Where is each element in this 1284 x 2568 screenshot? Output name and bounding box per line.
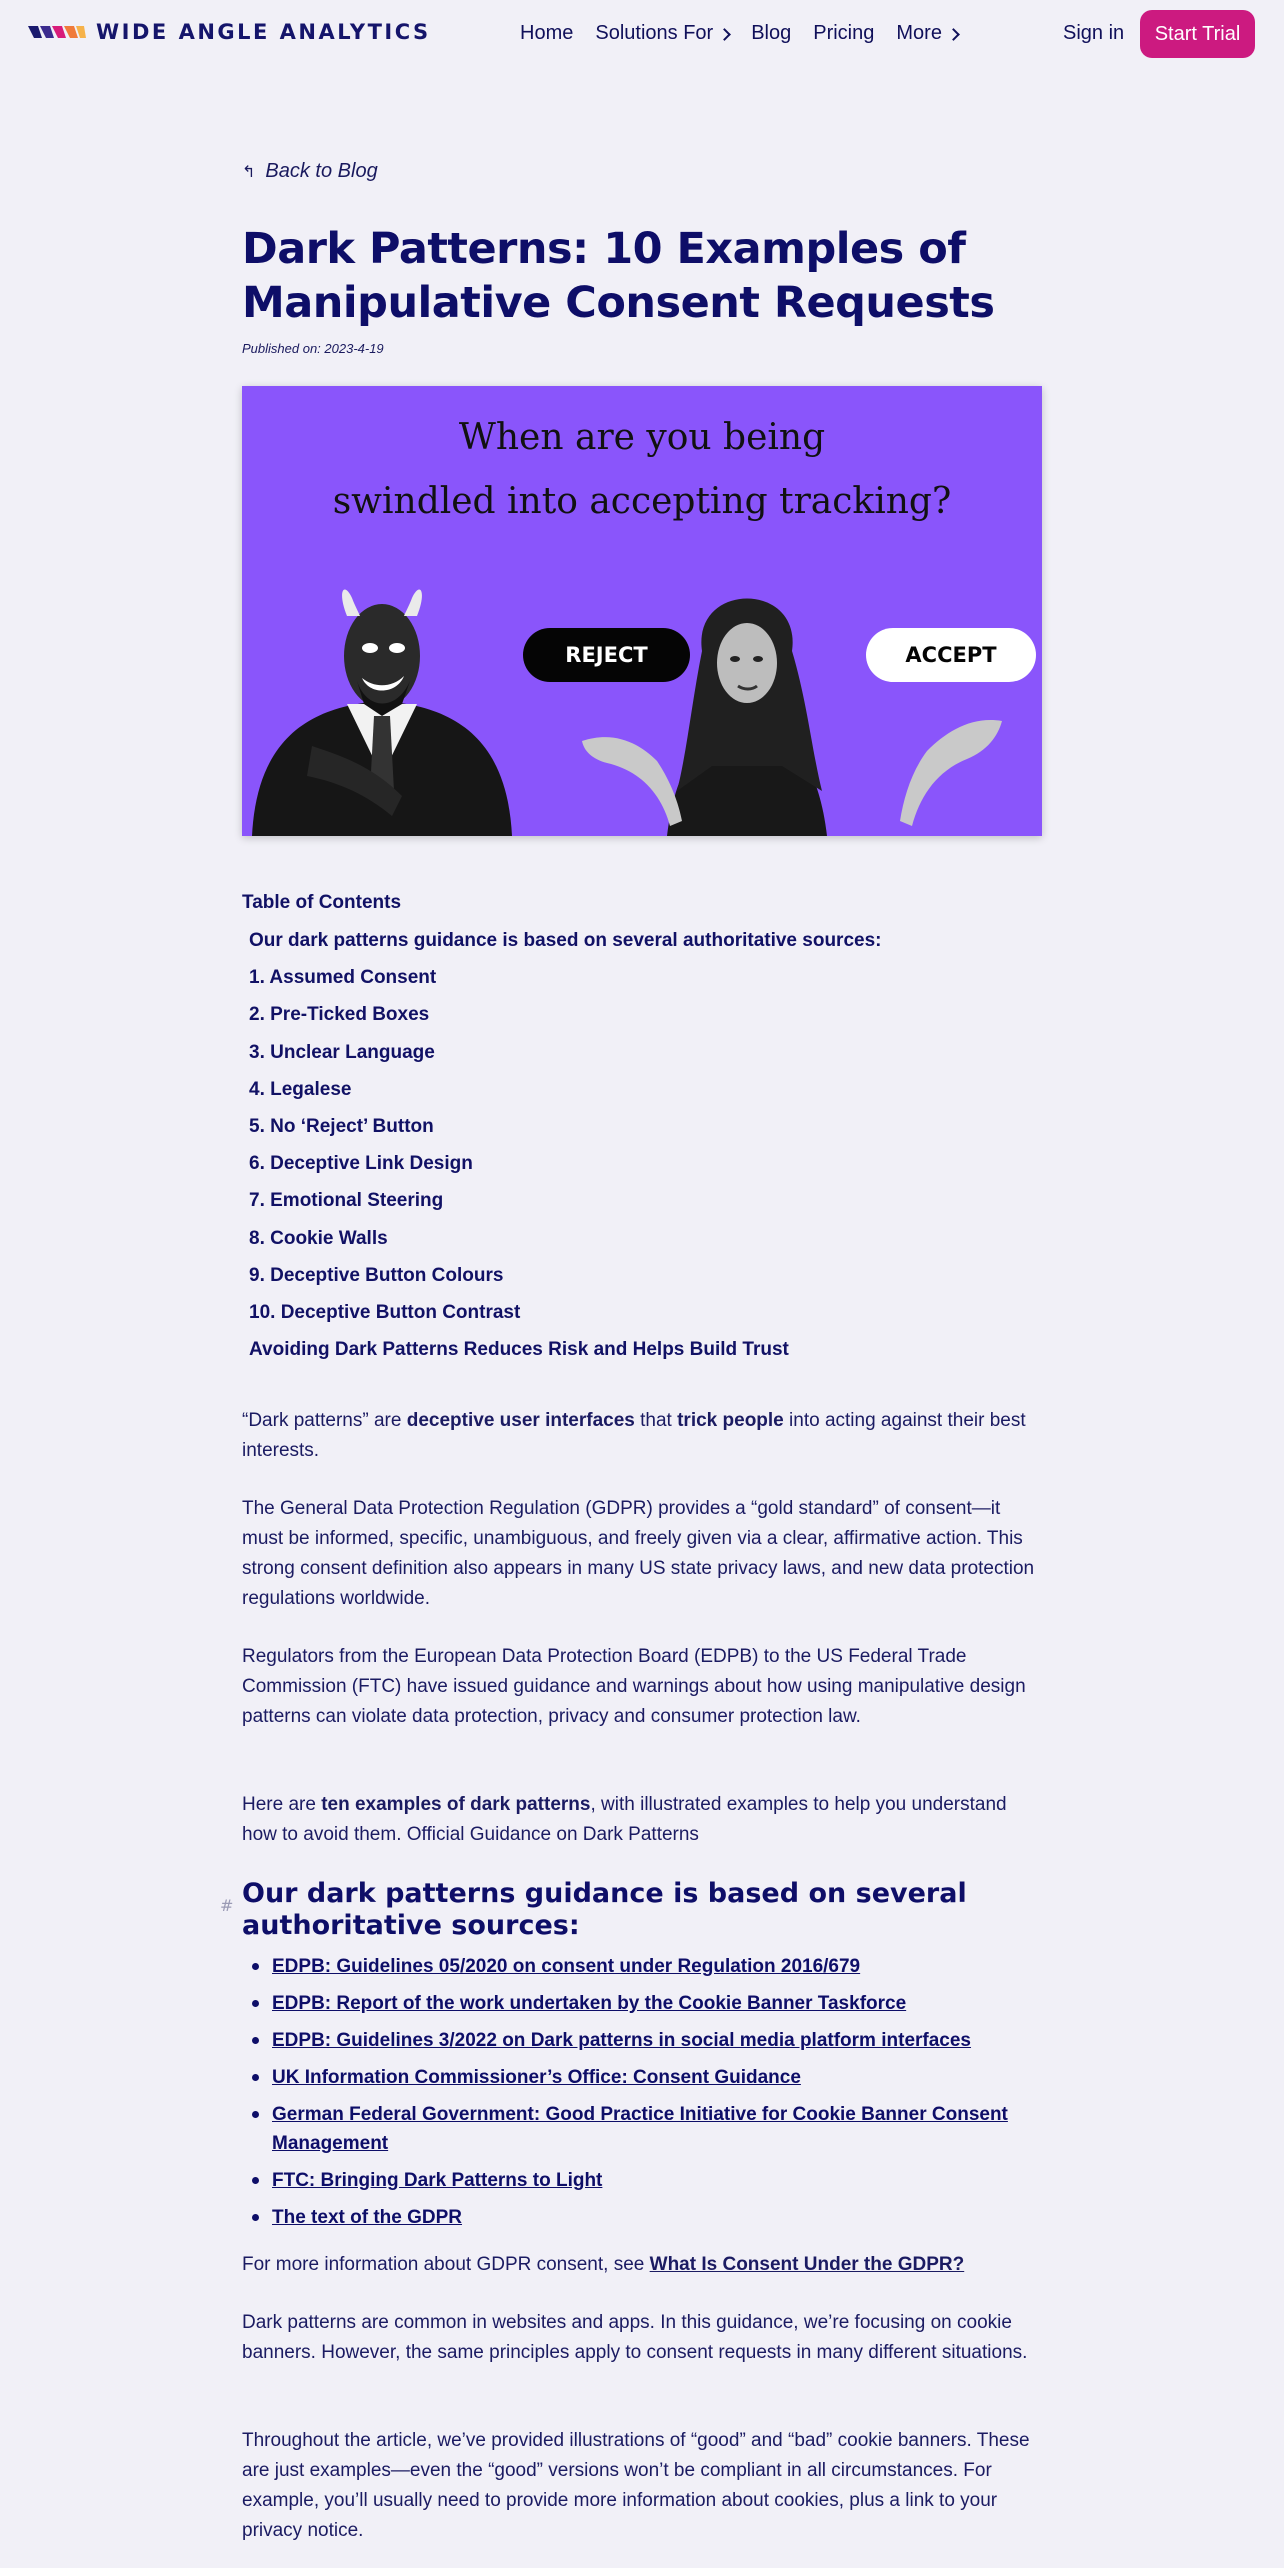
nav-pricing-label: Pricing bbox=[813, 22, 875, 44]
logo-text: WIDE ANGLE ANALYTICS bbox=[96, 20, 431, 44]
section-heading bbox=[220, 1878, 1042, 1942]
list-item bbox=[272, 1989, 1042, 2018]
chevron-right-icon bbox=[947, 28, 960, 41]
accept-button-illustration: ACCEPT bbox=[866, 628, 1036, 682]
list-item bbox=[272, 2100, 1042, 2158]
logo[interactable] bbox=[28, 20, 431, 44]
nav-more-label: More bbox=[896, 22, 942, 44]
nav-blog-label: Blog bbox=[751, 22, 792, 44]
text-run: For more information about GDPR consent, see bbox=[242, 2254, 650, 2275]
nav-solutions[interactable] bbox=[595, 22, 729, 45]
text-run-bold: trick people bbox=[677, 1410, 784, 1431]
source-link[interactable]: The text of the GDPR bbox=[272, 2207, 463, 2228]
hero-caption-line-1: When are you being bbox=[458, 417, 826, 458]
gdpr-paragraph: The General Data Protection Regulation (GDPR) provides a “gold standard” of consent—it must be informed, specific, unambiguous, and freely given via a clear, affirmative action. This strong consent definition also appears in many US state privacy laws, and new data protection regulations worldwide. bbox=[242, 1498, 1035, 1609]
toc-heading: Table of Contents bbox=[242, 892, 402, 913]
toc-item[interactable]: 6. Deceptive Link Design bbox=[249, 1153, 473, 1175]
page-title: Dark Patterns: 10 Examples of Manipulative Consent Requests bbox=[242, 224, 995, 328]
back-to-blog-link[interactable] bbox=[242, 160, 378, 183]
hero-caption bbox=[242, 406, 1042, 534]
toc-item[interactable]: 10. Deceptive Button Contrast bbox=[249, 1301, 521, 1323]
hero-illustration bbox=[242, 386, 1042, 836]
chevron-right-icon bbox=[718, 28, 731, 41]
list-item bbox=[272, 1952, 1042, 1981]
more-info-paragraph bbox=[242, 2250, 1042, 2280]
source-link[interactable]: German Federal Government: Good Practice Initiative for Cookie Banner Consent Management bbox=[272, 2104, 1008, 2154]
nav-home-label: Home bbox=[520, 22, 574, 44]
source-link[interactable]: FTC: Bringing Dark Patterns to Light bbox=[272, 2170, 603, 2191]
nav-pricing[interactable] bbox=[813, 22, 874, 45]
list-item bbox=[272, 2166, 1042, 2195]
return-arrow-icon: ↰ bbox=[242, 163, 256, 181]
what-is-consent-link[interactable]: What Is Consent Under the GDPR? bbox=[649, 2254, 965, 2275]
anchor-hash-icon[interactable]: # bbox=[220, 1896, 234, 1915]
sources-list bbox=[272, 1952, 1042, 2240]
illustrations-paragraph: Throughout the article, we’ve provided illustrations of “good” and “bad” cookie banners. These are just examples—even the “good” versions won’t be compliant in all circumstances. For example, you’ll usually need to provide more information about cookies, plus a link to your privacy notice. bbox=[242, 2430, 1030, 2541]
text-run: into acting against their best interests. bbox=[242, 1410, 1026, 1461]
start-trial-button[interactable]: Start Trial bbox=[1140, 10, 1255, 58]
toc-item[interactable]: 5. No ‘Reject’ Button bbox=[249, 1115, 434, 1137]
reject-button-illustration: REJECT bbox=[523, 628, 690, 682]
devil-businessman-illustration bbox=[252, 586, 512, 836]
published-date: Published on: 2023-4-19 bbox=[242, 341, 384, 356]
text-run: “Dark patterns” are bbox=[242, 1410, 407, 1431]
source-link[interactable]: EDPB: Guidelines 3/2022 on Dark patterns in social media platform interfaces bbox=[272, 2030, 972, 2051]
regulators-paragraph: Regulators from the European Data Protection Board (EDPB) to the US Federal Trade Commission (FTC) have issued guidance and warnings about how using manipulative design patterns can violate data protection, privacy and consumer protection law. bbox=[242, 1646, 1026, 1727]
toc-item[interactable]: 3. Unclear Language bbox=[249, 1041, 435, 1063]
section-heading-text: Our dark patterns guidance is based on several authoritative sources: bbox=[242, 1878, 967, 1941]
hero-caption-line-2: swindled into accepting tracking? bbox=[332, 481, 952, 522]
toc-item[interactable]: Avoiding Dark Patterns Reduces Risk and Helps Build Trust bbox=[249, 1339, 789, 1361]
toc-item[interactable]: 4. Legalese bbox=[249, 1078, 352, 1100]
nav-more[interactable] bbox=[896, 22, 958, 45]
toc-item[interactable]: 2. Pre-Ticked Boxes bbox=[249, 1004, 430, 1026]
toc-item[interactable]: 7. Emotional Steering bbox=[249, 1190, 444, 1212]
text-run-bold: ten examples of dark patterns bbox=[321, 1794, 591, 1815]
text-run: Here are bbox=[242, 1794, 322, 1815]
nav-home[interactable] bbox=[520, 22, 573, 45]
focus-paragraph: Dark patterns are common in websites and apps. In this guidance, we’re focusing on cookie banners. However, the same principles apply to consent requests in many different situations. bbox=[242, 2312, 1028, 2363]
text-run: , with illustrated examples to help you understand how to avoid them. Official Guidance on Dark Patterns bbox=[242, 1794, 1007, 1845]
source-link[interactable]: UK Information Commissioner’s Office: Consent Guidance bbox=[272, 2067, 801, 2088]
logo-mark-icon bbox=[28, 22, 86, 42]
source-link[interactable]: EDPB: Guidelines 05/2020 on consent under Regulation 2016/679 bbox=[272, 1956, 861, 1977]
toc-item[interactable]: 8. Cookie Walls bbox=[249, 1227, 388, 1249]
intro-paragraph bbox=[242, 1406, 1042, 1466]
back-to-blog-label: Back to Blog bbox=[265, 160, 378, 182]
text-run: that bbox=[634, 1410, 678, 1431]
top-navigation bbox=[0, 0, 1284, 66]
list-item bbox=[272, 2026, 1042, 2055]
examples-paragraph bbox=[242, 1790, 1042, 1850]
list-item bbox=[272, 2203, 1042, 2232]
toc-item[interactable]: 9. Deceptive Button Colours bbox=[249, 1264, 504, 1286]
source-link[interactable]: EDPB: Report of the work undertaken by the Cookie Banner Taskforce bbox=[272, 1993, 907, 2014]
nav-blog[interactable] bbox=[751, 22, 791, 45]
table-of-contents bbox=[242, 892, 1042, 1376]
list-item bbox=[272, 2063, 1042, 2092]
toc-item[interactable]: 1. Assumed Consent bbox=[249, 967, 437, 989]
text-run-bold: deceptive user interfaces bbox=[406, 1410, 635, 1431]
toc-item[interactable]: Our dark patterns guidance is based on several authoritative sources: bbox=[249, 930, 882, 951]
nav-solutions-label: Solutions For bbox=[595, 22, 714, 44]
sign-in-link[interactable]: Sign in bbox=[1063, 22, 1125, 44]
main-menu bbox=[520, 22, 980, 45]
